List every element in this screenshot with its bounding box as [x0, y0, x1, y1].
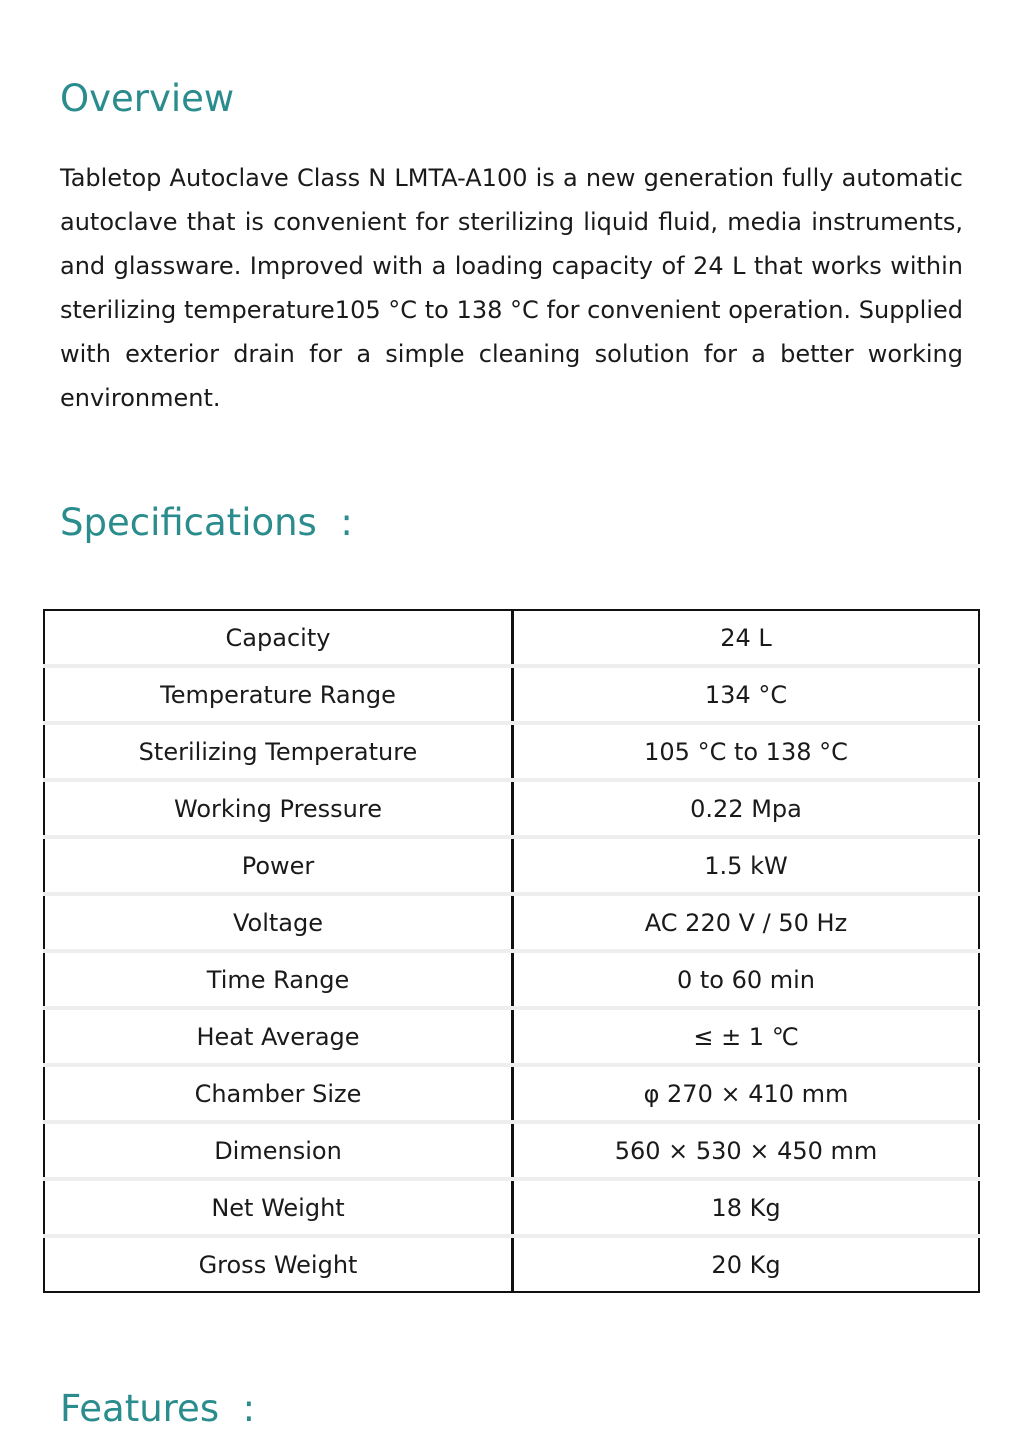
spec-row-sterilizing-temperature [44, 723, 979, 780]
spec-value: 1.5 kW [513, 837, 980, 894]
specifications-heading: Specifications : [60, 501, 353, 544]
specifications-table [43, 609, 980, 1293]
spec-row-net-weight [44, 1179, 979, 1236]
spec-value: 0 to 60 min [513, 951, 980, 1008]
spec-row-voltage [44, 894, 979, 951]
spec-row-power [44, 837, 979, 894]
overview-paragraph: Tabletop Autoclave Class N LMTA-A100 is a new generation fully automatic autoclave that is convenient for sterilizing liquid fluid, media instruments, and glassware. Improved with a loading capacity of 24 L that works within sterilizing temperature105 °C to 138 °C for convenient operation. Supplied with exterior drain for a simple cleaning solution for a better working environment. [60, 164, 963, 412]
spec-value: 0.22 Mpa [513, 780, 980, 837]
spec-value: AC 220 V / 50 Hz [513, 894, 980, 951]
spec-label: Gross Weight [44, 1236, 513, 1292]
spec-row-chamber-size [44, 1065, 979, 1122]
spec-label: Time Range [44, 951, 513, 1008]
spec-row-working-pressure [44, 780, 979, 837]
spec-value: 560 × 530 × 450 mm [513, 1122, 980, 1179]
spec-value: 134 °C [513, 666, 980, 723]
spec-value: 18 Kg [513, 1179, 980, 1236]
spec-label: Working Pressure [44, 780, 513, 837]
spec-value: 105 °C to 138 °C [513, 723, 980, 780]
spec-label: Power [44, 837, 513, 894]
spec-label: Temperature Range [44, 666, 513, 723]
spec-row-heat-average [44, 1008, 979, 1065]
overview-heading: Overview [60, 77, 235, 120]
spec-row-dimension [44, 1122, 979, 1179]
spec-label: Heat Average [44, 1008, 513, 1065]
spec-value: ≤ ± 1 ℃ [513, 1008, 980, 1065]
spec-label: Chamber Size [44, 1065, 513, 1122]
spec-label: Sterilizing Temperature [44, 723, 513, 780]
spec-row-time-range [44, 951, 979, 1008]
spec-value: 24 L [513, 610, 980, 666]
spec-value: 20 Kg [711, 1250, 781, 1279]
spec-value: φ 270 × 410 mm [513, 1065, 980, 1122]
spec-label: Capacity [44, 610, 513, 666]
spec-label: Net Weight [44, 1179, 513, 1236]
spec-label: Dimension [44, 1122, 513, 1179]
spec-label: Voltage [44, 894, 513, 951]
spec-row-capacity [44, 610, 979, 666]
spec-row-temperature-range [44, 666, 979, 723]
spec-row-gross-weight [44, 1236, 979, 1292]
features-heading: Features : [60, 1387, 256, 1430]
